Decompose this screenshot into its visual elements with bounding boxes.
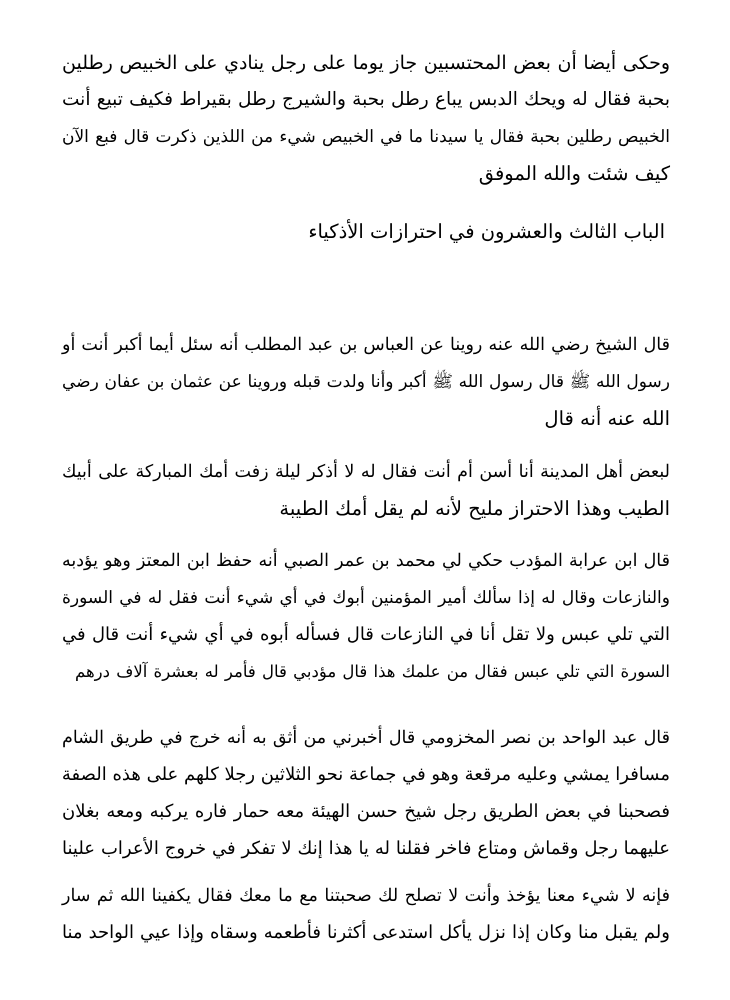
paragraph-5-line-6: ولم يقبل منا وكان إذا نزل يأكل استدعى أكثرنا فأطعمه وسقاه وإذا عيي الواحد منا	[62, 922, 670, 943]
paragraph-4-line-1: قال ابن عرابة المؤدب حكي لي محمد بن عمر الصبي أنه حفظ ابن المعتز وهو يؤدبه	[62, 551, 670, 571]
paragraph-1-line-3: الخبيص رطلين بحبة فقال يا سيدنا ما في الخبيص شيء من اللذين ذكرت قال فبع الآن	[62, 127, 670, 147]
paragraph-3-line-2: الطيب وهذا الاحتراز مليح لأنه لم يقل أمك الطيبة	[279, 497, 670, 520]
paragraph-1-line-2: بحبة فقال له ويحك الدبس يباع رطل بحبة والشيرج رطل بقيراط فكيف تبيع أنت	[62, 89, 670, 110]
paragraph-4-line-4: السورة التي تلي عبس فقال من علمك هذا قال مؤدبي قال فأمر له بعشرة آلاف درهم	[75, 662, 670, 681]
paragraph-2-line-3: الله عنه أنه قال	[544, 407, 670, 430]
paragraph-1-line-1: وحكى أيضا أن بعض المحتسبين جاز يوما على رجل ينادي على الخبيص رطلين	[62, 52, 670, 74]
paragraph-5-line-2: مسافرا يمشي وعليه مرقعة وهو في جماعة نحو الثلاثين رجلا كلهم على هذه الصفة	[61, 764, 670, 785]
paragraph-1-line-4: كيف شئت والله الموفق	[478, 162, 670, 185]
paragraph-5-line-5: فإنه لا شيء معنا يؤخذ وأنت لا تصلح لك صحبتنا مع ما معك فقال يكفينا الله ثم سار	[62, 886, 670, 906]
paragraph-3-line-1: لبعض أهل المدينة أنا أسن أم أنت فقال له لا أذكر ليلة زفت أمك المباركة على أبيك	[62, 462, 670, 482]
paragraph-5-line-3: فصحبنا في بعض الطريق رجل شيخ حسن الهيئة معه حمار فاره يركبه ومعه بغلان	[62, 801, 670, 822]
paragraph-2-line-1: قال الشيخ رضي الله عنه روينا عن العباس بن عبد المطلب أنه سئل أيما أكبر أنت أو	[62, 335, 670, 355]
paragraph-2-line-2: رسول الله ﷺ قال رسول الله ﷺ أكبر وأنا ولدت قبله وروينا عن عثمان بن عفان رضي	[62, 372, 670, 392]
chapter-heading: الباب الثالث والعشرون في احترازات الأذكياء	[308, 220, 665, 243]
paragraph-4-line-3: التي تلي عبس ولا تقل أنا في النازعات قال فسأله أبوه في أي شيء أنت قال في	[62, 624, 670, 645]
paragraph-5-line-4: عليهما رجل وقماش ومتاع فاخر فقلنا له يا هذا إنك لا تفكر في خروج الأعراب علينا	[62, 838, 670, 859]
paragraph-5-line-1: قال عبد الواحد بن نصر المخزومي قال أخبرني من أثق به أنه خرج في طريق الشام	[62, 728, 670, 748]
paragraph-4-line-2: والنازعات وقال له إذا سألك أمير المؤمنين أبوك في أي شيء أنت فقل له في السورة	[62, 588, 670, 608]
